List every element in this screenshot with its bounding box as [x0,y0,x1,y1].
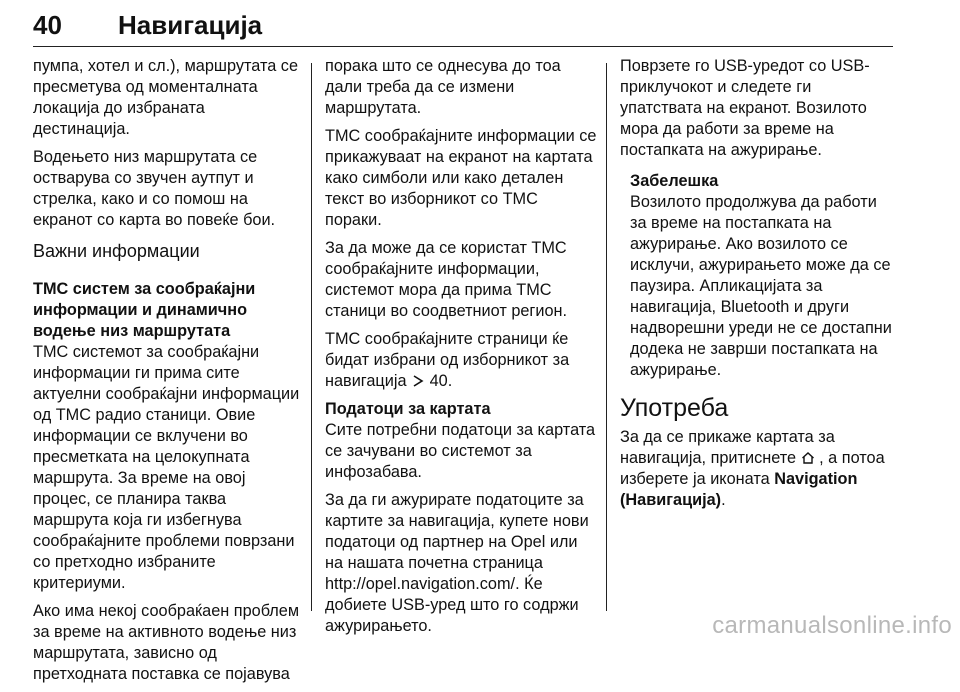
chapter-title: Навигација [118,10,263,40]
watermark: carmanualsonline.info [712,612,952,639]
paragraph: За да ги ажурирате податоците за картите за навигација, купете нови податоци од партнер на Opel или на нашата почетна страница http://opel.navigation.com/. Ќе добиете USB-уред што го содржи ажурирањето. [325,491,589,635]
section-heading: Употреба [620,394,729,422]
paragraph-text: За да се прикаже картата за навигација, притиснете [620,428,835,467]
note-title: Забелешка [630,172,719,190]
section-heading: Важни информации [33,241,200,261]
column-2 [325,56,597,644]
page-reference[interactable]: 40. [429,372,453,390]
paragraph-text: . [721,491,726,509]
paragraph: Поврзете го USB-уредот со USB-приклучокот и следете ги упатствата на екранот. Возилото мора да работи за време на постапката на ажурирање. [620,57,870,159]
subsection-heading: Податоци за картата [325,400,491,418]
paragraph: порака што се однесува до тоа дали треба да се измени маршрутата. [325,57,561,117]
paragraph: TMC системот за сообраќајни информации ги прима сите актуелни сообраќајни информации од TMC радио станици. Овие информации се вклучени во пресметката на целокупната маршрута. За време на овој процес, се планира таква маршрута која ги избегнува сообраќајните проблеми поврзани со претходно избраните критериуми. [33,343,300,592]
paragraph-text: , а потоа изберете ја иконата [620,449,885,488]
page-number: 40 [33,10,62,40]
page-header [33,6,893,47]
column-1 [33,56,303,692]
note-text: Возилото продолжува да работи за време на постапката на ажурирање. Ако возилото се исклучи, ажурирањето може да се паузира. Апликацијата за навигација, Bluetooth и други надворешни уреди не се достапни додека не заврши постапката на ажурирање. [630,193,892,379]
paragraph: За да може да се користат TMC сообраќајните информации, системот мора да прима TMC станици во соодветниот регион. [325,239,568,320]
paragraph [325,329,597,392]
paragraph: Ако има некој сообраќаен проблем за време на активното водење низ маршрутата, зависно од претходната поставка се појавува [33,602,300,683]
paragraph: Сите потребни податоци за картата се зачувани во системот за инфозабава. [325,421,596,481]
column-divider [311,63,312,611]
column-3 [620,56,895,518]
paragraph: пумпа, хотел и сл.), маршрутата се пресметува од моменталната локација до избраната дестинација. [33,57,298,138]
note-box [630,171,895,381]
paragraph [620,427,895,511]
subsection-heading: TMC систем за сообраќајни информации и динамично водење низ маршрутата [33,280,256,340]
home-icon [801,450,815,464]
paragraph: Водењето низ маршрутата се остварува со звучен аутпут и стрелка, како и со помош на екранот со карта во повеќе бои. [33,148,276,229]
paragraph: TMC сообраќајните информации се прикажуваат на екранот на картата како симболи или како детален текст во изборникот со TMC пораки. [325,127,597,229]
paragraph-text: TMC сообраќајните страници ќе бидат избрани од изборникот за навигација [325,330,570,390]
page-reference-icon [411,373,425,387]
navigation-icon-label: Navigation (Навигација) [620,470,858,509]
column-divider [606,63,607,611]
